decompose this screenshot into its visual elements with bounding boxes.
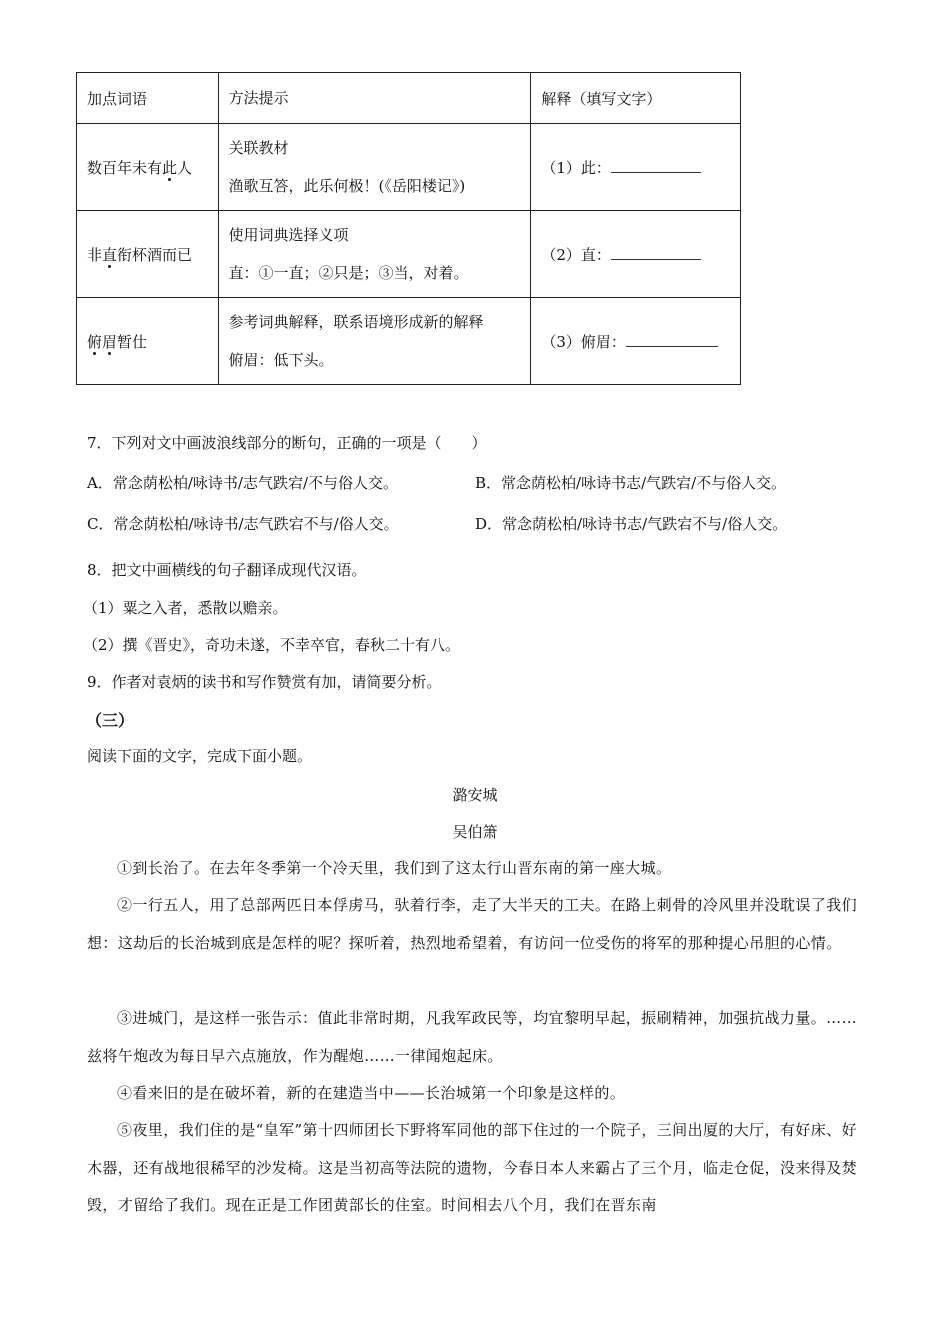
- table-cell-term: [77, 298, 219, 385]
- paragraph-3: ③进城门，是这样一张告示：值此非常时期，凡我军政民等，均宜黎明早起，振刷精神，加强抗战力量。……兹将午炮改为每日早六点施放，作为醒炮……一律闻炮起床。: [87, 1009, 857, 1065]
- table-cell-term: [77, 211, 219, 298]
- question-7-stem: 7．下列对文中画波浪线部分的断句，正确的一项是（ ）: [87, 434, 487, 452]
- table-cell-hint: [218, 124, 531, 211]
- table-cell-answer: [531, 124, 741, 211]
- hint-line: 俯眉：低下头。: [228, 351, 334, 369]
- table-header-row: [77, 73, 741, 124]
- answer-blank[interactable]: [611, 158, 701, 173]
- section-instruction: 阅读下面的文字，完成下面小题。: [87, 747, 313, 765]
- table-cell-hint: [218, 211, 531, 298]
- article-author: 吴伯箫: [452, 823, 498, 841]
- dotted-char: 此: [162, 158, 178, 177]
- question-8-sentence-1: （1）粟之入者，悉散以赡亲。: [83, 599, 288, 617]
- table-header-hint: 方法提示: [218, 73, 531, 124]
- term-text: 数百年未有: [87, 158, 163, 177]
- table-cell-hint: [218, 298, 531, 385]
- article-title: 潞安城: [452, 786, 498, 804]
- table-cell-term: [77, 124, 219, 211]
- option-c[interactable]: C．常念荫松柏/咏诗书/志气跌宕不与/俗人交。: [87, 515, 399, 533]
- term-text: 衔杯酒而已: [117, 245, 193, 264]
- paragraph-2: ②一行五人，用了总部两匹日本俘虏马，驮着行李，走了大半天的工夫。在路上刺骨的冷风里并没耽误了我们想：这劫后的长治城到底是怎样的呢？探听着，热烈地希望着，有访问一位受伤的将军的那种提心吊胆的心情。: [87, 896, 857, 952]
- answer-blank[interactable]: [626, 332, 718, 347]
- question-8-stem: 8．把文中画横线的句子翻译成现代汉语。: [87, 561, 367, 579]
- hint-line: 关联教材: [228, 139, 289, 157]
- answer-label: （2）直：: [541, 245, 611, 264]
- dotted-char: 眉: [102, 332, 118, 351]
- option-b[interactable]: B．常念荫松柏/咏诗书志/气跌宕/不与俗人交。: [475, 474, 787, 492]
- question-8-sentence-2: （2）撰《晋史》，奇功未遂，不幸卒官，春秋二十有八。: [83, 636, 461, 654]
- hint-line: 使用词典选择义项: [228, 226, 349, 244]
- option-a[interactable]: A．常念荫松柏/咏诗书/志气跌宕/不与俗人交。: [87, 474, 398, 492]
- hint-line: 参考词典解释，联系语境形成新的解释: [228, 313, 484, 331]
- option-d[interactable]: D．常念荫松柏/咏诗书志/气跌宕不与/俗人交。: [475, 515, 788, 533]
- term-text: 暂仕: [117, 332, 148, 351]
- table-header-answer: 解释（填写文字）: [531, 73, 741, 124]
- table-row: [77, 124, 741, 211]
- answer-label: （1）此：: [541, 158, 611, 177]
- hint-line: 直：①一直；②只是；③当，对着。: [228, 264, 469, 282]
- dotted-char: 俯: [87, 332, 103, 351]
- table-header-term: 加点词语: [77, 73, 219, 124]
- paragraph-5: ⑤夜里，我们住的是“皇军”第十四师团长下野将军同他的部下住过的一个院子，三间出厦的大厅，有好床、好木器，还有战地很稀罕的沙发椅。这是当初高等法院的遗物，今春日本人来霸占了三个月，临走仓促，没来得及焚毁，才留给了我们。现在正是工作团黄部长的住室。时间相去八个月，我们在晋东南: [87, 1121, 858, 1214]
- term-text: 人: [177, 158, 193, 177]
- table-cell-answer: [531, 298, 741, 385]
- hint-line: 渔歌互答，此乐何极！(《岳阳楼记》): [228, 177, 466, 195]
- section-heading: （三）: [86, 711, 135, 730]
- vocabulary-table: [76, 72, 741, 385]
- question-9-stem: 9．作者对袁炳的读书和写作赞赏有加，请简要分析。: [87, 673, 442, 691]
- paragraph-1: ①到长治了。在去年冬季第一个冷天里，我们到了这太行山晋东南的第一座大城。: [117, 859, 672, 877]
- table-row: [77, 211, 741, 298]
- dotted-char: 直: [102, 245, 118, 264]
- table-row: [77, 298, 741, 385]
- answer-label: （3）俯眉：: [541, 332, 626, 351]
- term-text: 非: [87, 245, 103, 264]
- table-cell-answer: [531, 211, 741, 298]
- paragraph-4: ④看来旧的是在破坏着，新的在建造当中——长治城第一个印象是这样的。: [117, 1084, 626, 1102]
- answer-blank[interactable]: [611, 245, 701, 260]
